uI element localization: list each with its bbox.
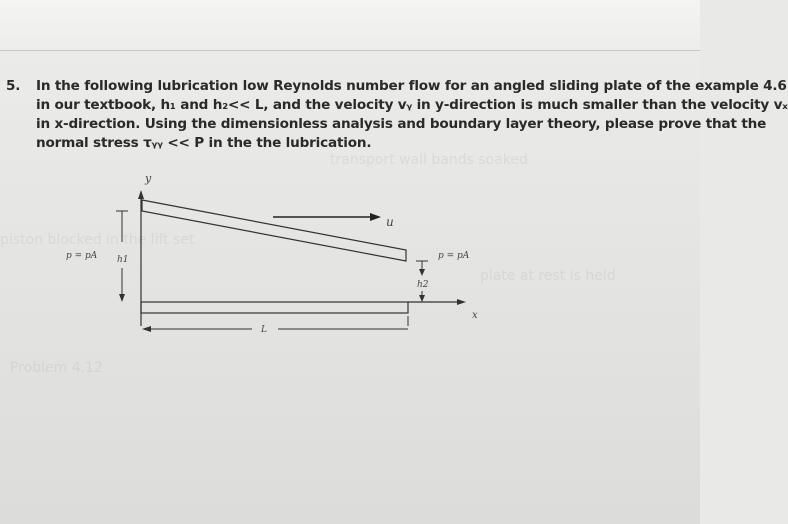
bleed-through-text: piston blocked in the lift set [0,232,195,248]
bleed-through-text: plate at rest is held [480,268,616,284]
bleed-through-text: Problem 4.12 [10,360,103,376]
inclined-plate [142,200,406,261]
pressure-left-label: p = pA [66,251,98,261]
length-label: L [261,325,267,335]
gap-left-label: h1 [117,255,129,265]
problem-line-1: In the following lubrication low Reynolds number flow for an angled sliding plate of the example 4.6 [36,78,787,94]
velocity-arrowhead [370,213,381,221]
velocity-label: u [386,215,394,229]
h1-arrowhead [119,294,125,302]
y-axis-arrowhead [138,190,144,199]
h2-arrowhead-bottom [419,295,425,302]
h2-arrowhead [419,269,425,276]
gap-right-label: h2 [417,280,429,290]
problem-number: 5. [6,78,21,94]
x-axis-arrowhead [457,299,466,305]
pressure-right-label: p = pA [438,251,470,261]
problem-line-3: in x-direction. Using the dimensionless analysis and boundary layer theory, please prove that the [36,116,767,132]
x-axis-label: x [472,310,478,321]
problem-line-2: in our textbook, h₁ and h₂<< L, and the velocity vᵧ in y-direction is much smaller than the velocity vₓ [36,97,788,113]
problem-line-4: normal stress τᵧᵧ << P in the the lubrication. [36,135,372,151]
bottom-plate [141,302,408,313]
y-axis-label: y [145,172,152,185]
length-arrowhead-left [142,326,151,332]
bleed-through-text: transport wall bands soaked [330,152,528,168]
